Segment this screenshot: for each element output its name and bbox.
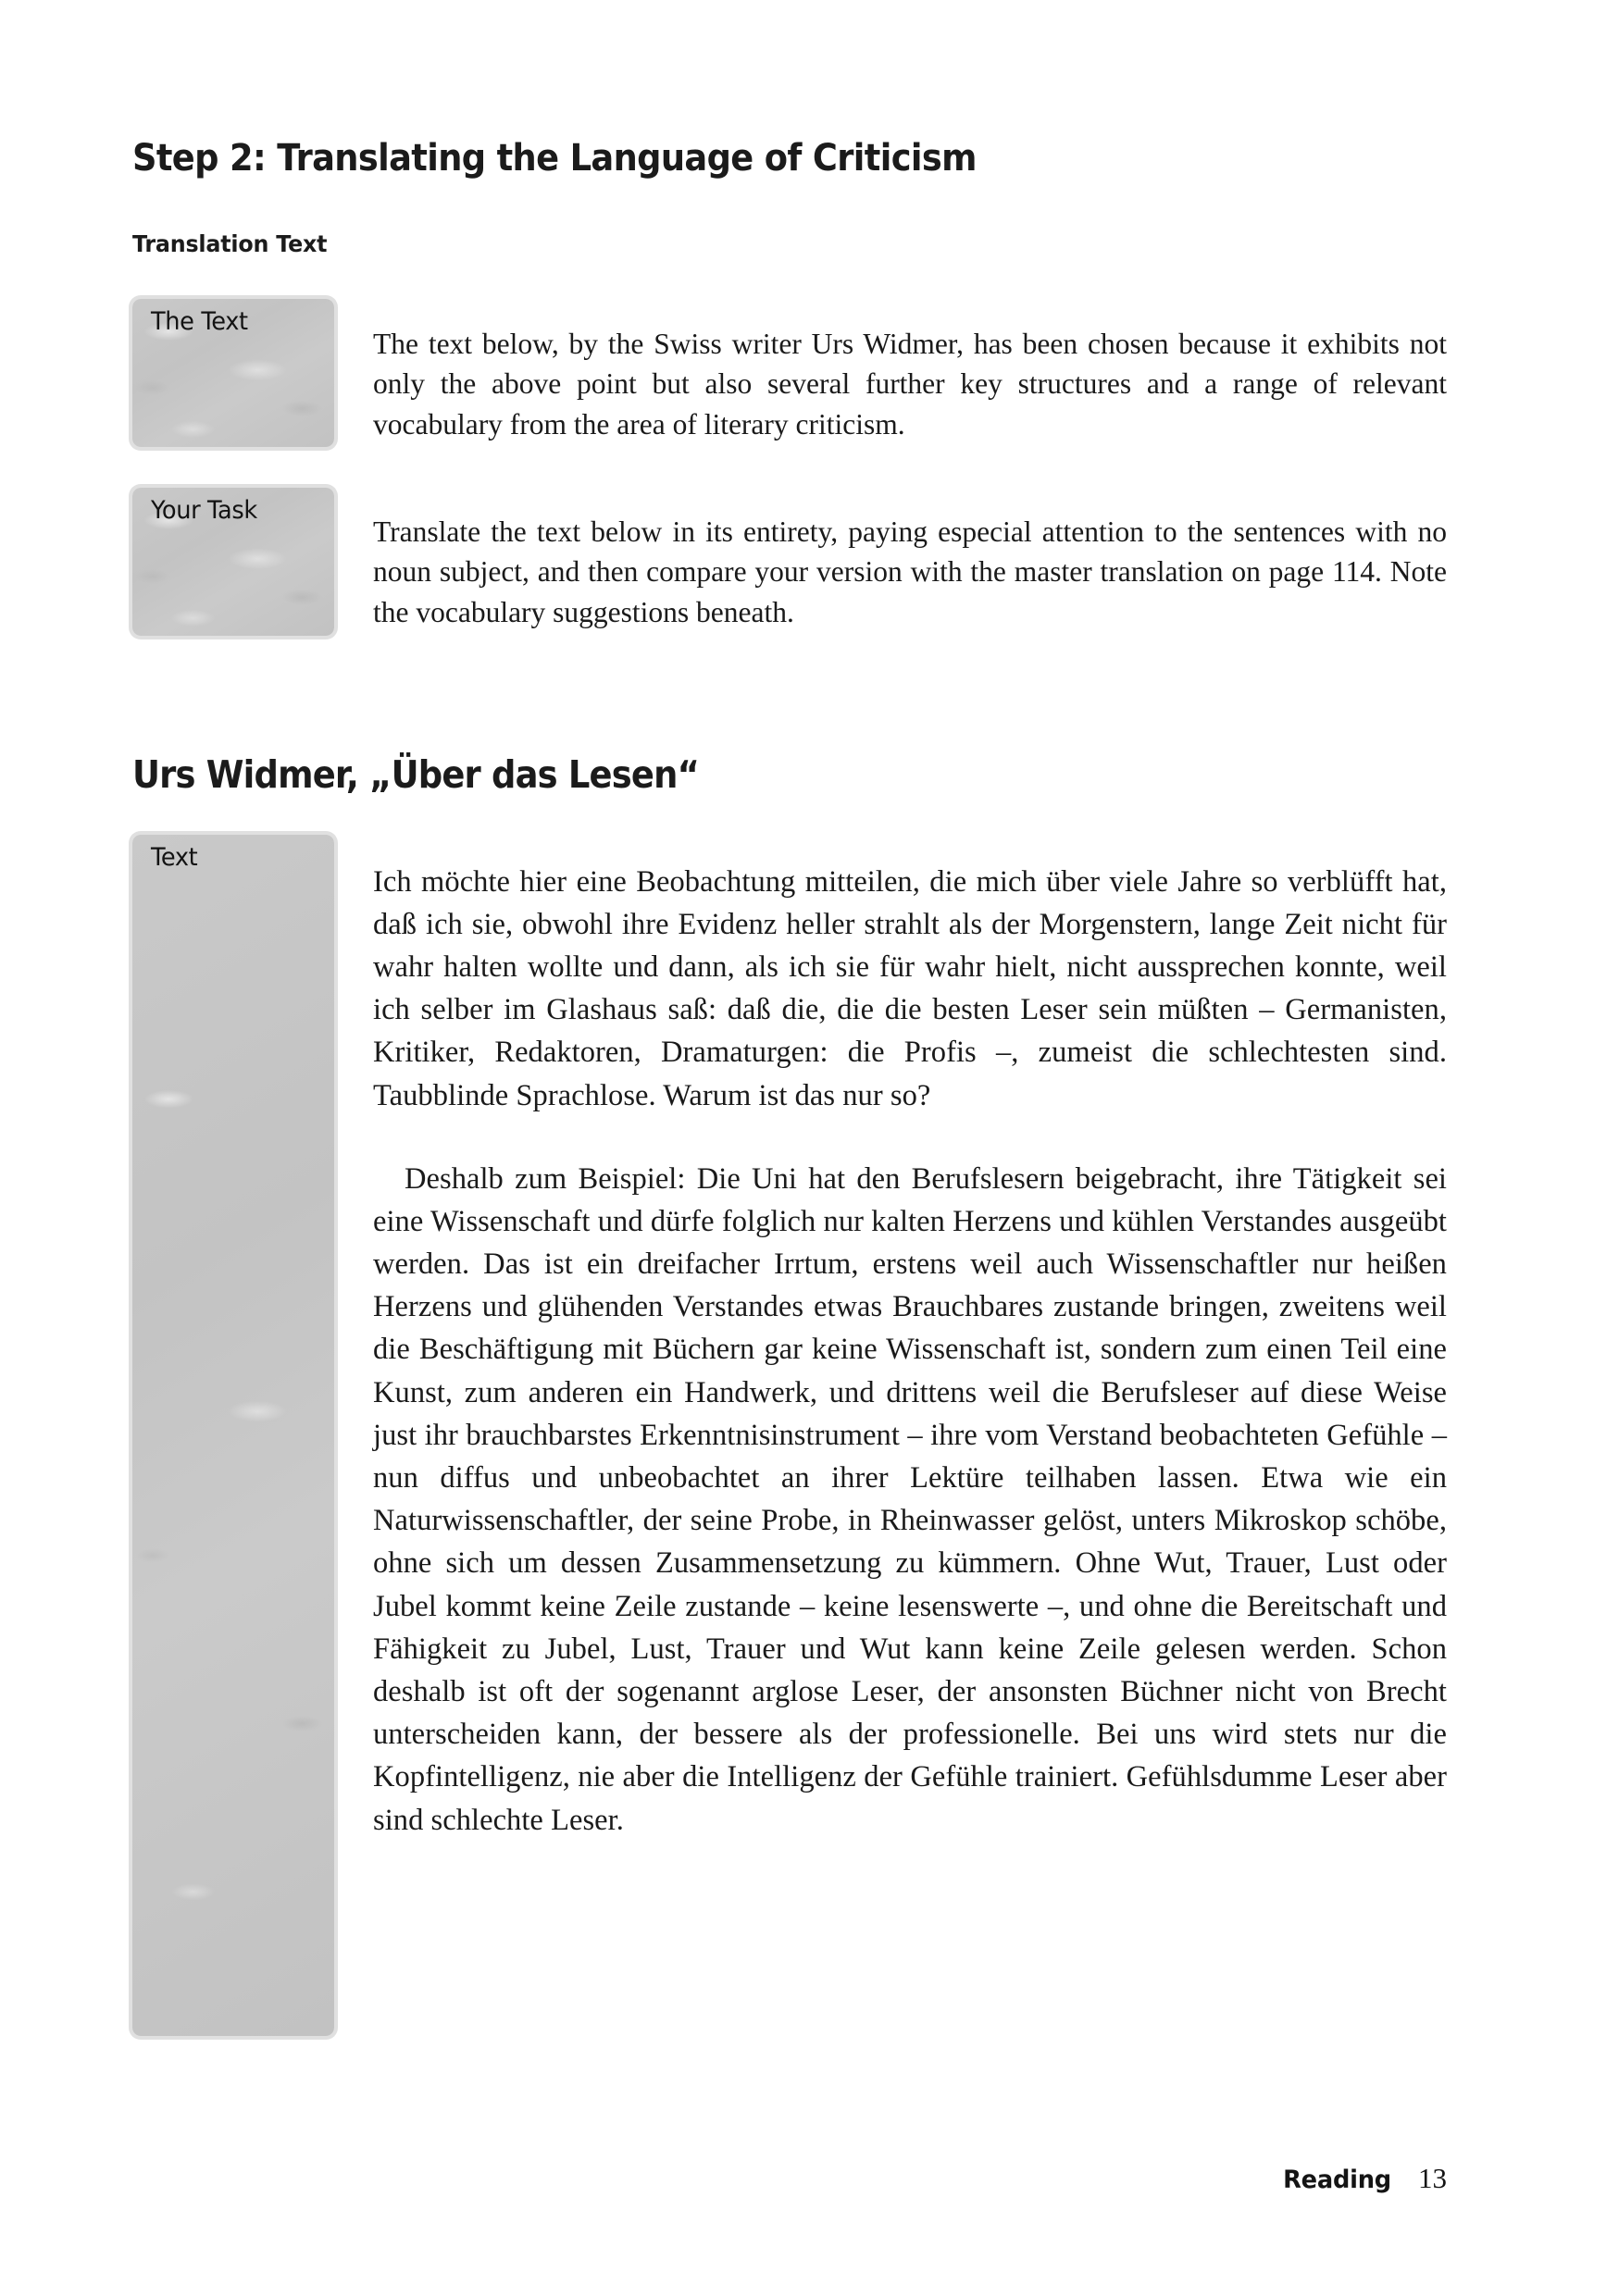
callout-label-the-text: The Text [151, 307, 248, 336]
footer-section-label: Reading [1283, 2166, 1391, 2194]
german-paragraph-2: Deshalb zum Beispiel: Die Uni hat den Berufslesern beigebracht, ihre Tätigkeit sei eine Wissenschaft und dürfe folglich nur kalten Herzens und kühlen Verstandes ausgeübt werden. Das ist ein dreifacher Irrtum, erstens weil auch Wissenschaftler nur heißen Herzens und glühenden Verstandes etwas Brauchbares zustande bringen, zweitens weil die Beschäftigung mit Büchern gar keine Wissenschaft ist, sondern zum einen Teil eine Kunst, zum anderen ein Handwerk, und drittens weil die Berufsleser auf diese Weise just ihr brauchbarstes Erkenntnisinstrument – ihre vom Verstand beobachteten Gefühle – nun diffus und unbeobachtet an ihrer Lektüre teilhaben lassen. Etwa wie ein Naturwissenschaftler, der seine Probe, in Rheinwasser gelöst, unters Mikroskop schöbe, ohne sich um dessen Zusammensetzung zu kümmern. Ohne Wut, Trauer, Lust oder Jubel kommt keine Zeile zustande – keine lesenswerte –, und ohne die Bereitschaft und Fähigkeit zu Jubel, Lust, Trauer und Wut kann keine Zeile gelesen werden. Schon deshalb ist oft der sogenannt arglose Leser, der ansonsten Büchner nicht von Brecht unterscheiden kann, der bessere als der professionelle. Bei uns wird stets nur die Kopfintelligenz, nie aber die Intelligenz der Gefühle trainiert. Gefühlsdumme Leser aber sind schlechte Leser. [373, 1161, 1447, 1837]
callout-body-the-text: The text below, by the Swiss writer Urs Widmer, has been chosen because it exhibits not only the above point but also several further key structures and a range of relevant vocabulary from the area of literary criticism. [373, 327, 1447, 441]
text-block-label: Text [151, 843, 198, 872]
callout-label-your-task: Your Task [151, 496, 257, 525]
footer-page-number: 13 [1418, 2162, 1447, 2194]
text-block-box [132, 835, 334, 2036]
callout-box-the-text [132, 299, 334, 447]
page-title: Step 2: Translating the Language of Criticism [132, 136, 977, 180]
german-paragraph-1: Ich möchte hier eine Beobachtung mitteilen, die mich über viele Jahre so verblüfft hat, daß ich sie, obwohl ihre Evidenz heller strahlt als der Morgenstern, lange Zeit nicht für wahr halten wollte und dann, als ich sie für wahr hielt, nicht aussprechen konnte, weil ich selber im Glashaus saß: daß die, die die besten Leser sein müßten – Germanisten, Kritiker, Redaktoren, Dramaturgen: die Profis –, zumeist die schlechtesten sind. Taubblinde Sprachlose. Warum ist das nur so? [373, 864, 1447, 1112]
callout-box-your-task [132, 488, 334, 636]
page-footer [1280, 2162, 1447, 2195]
work-title: Urs Widmer, „Über das Lesen“ [132, 752, 700, 798]
callout-body-your-task: Translate the text below in its entirety, paying especial attention to the sentences with no noun subject, and then compare your version with the master translation on page 114. Note the vocabulary suggestions beneath. [373, 515, 1447, 628]
section-subheading: Translation Text [132, 230, 328, 257]
